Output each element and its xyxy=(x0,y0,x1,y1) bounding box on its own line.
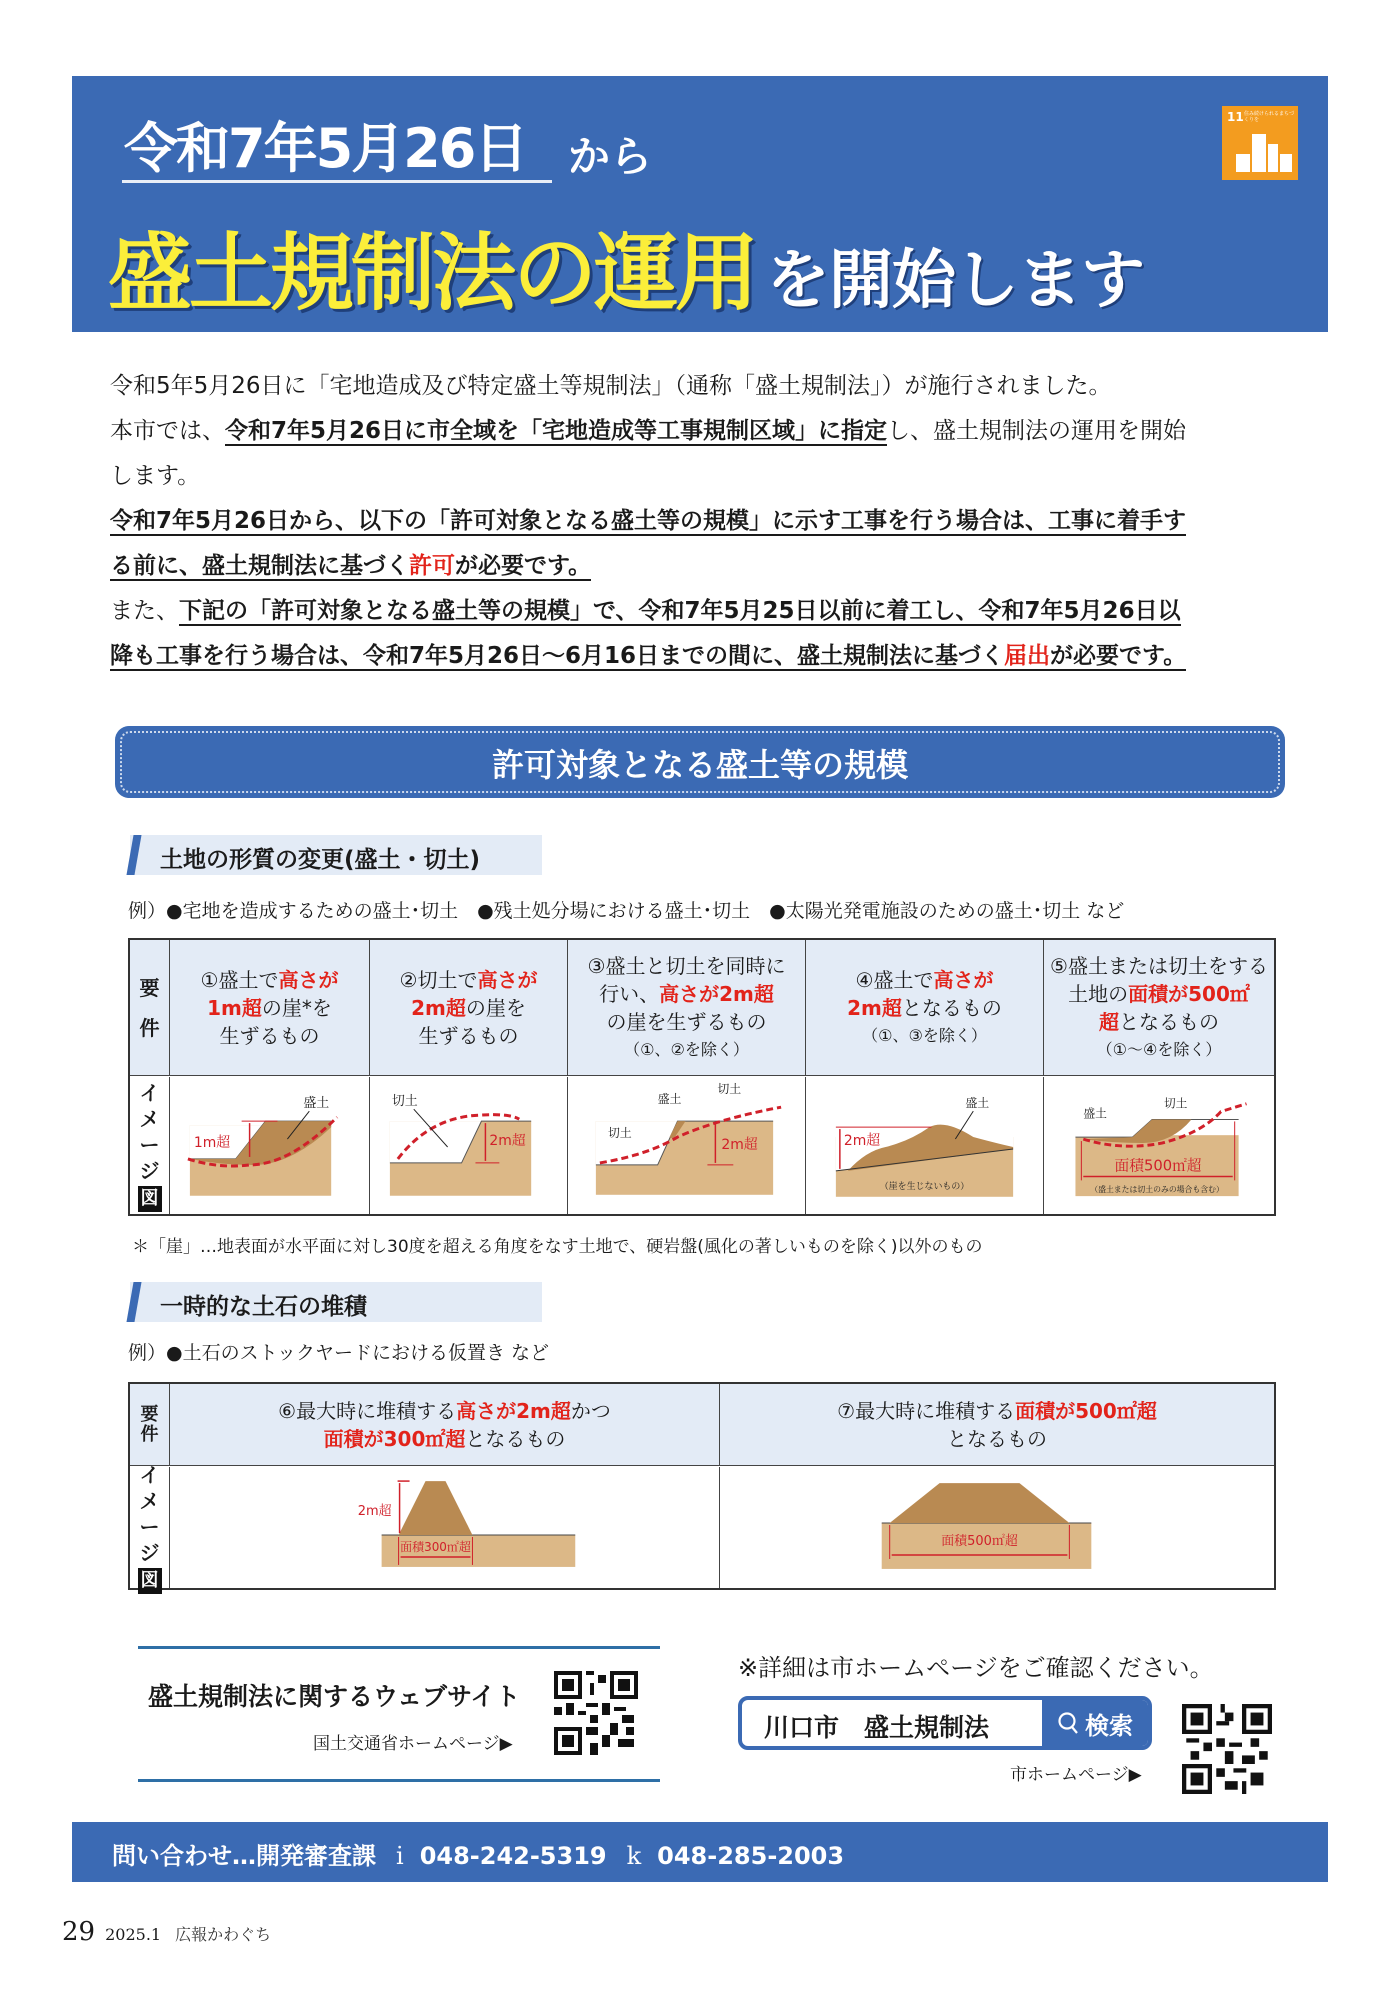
requirement-cell-4: ④盛土で高さが 2m超となるもの （①、③を除く） xyxy=(806,940,1044,1075)
image-row xyxy=(130,1077,1274,1214)
image-label: イ メ ー ジ 図 xyxy=(130,1077,170,1214)
svg-text:切土: 切土 xyxy=(717,1082,742,1097)
svg-text:盛土: 盛土 xyxy=(303,1096,330,1112)
fax-icon: k xyxy=(626,1842,642,1870)
search-icon xyxy=(1057,1711,1079,1735)
requirement-cell-7: ⑦最大時に堆積する面積が500㎡超 となるもの xyxy=(837,1398,1157,1451)
diagram-cell-4 xyxy=(806,1077,1044,1214)
stockpile-500-diagram xyxy=(720,1467,1274,1588)
date-underline xyxy=(122,180,552,183)
svg-text:2m超: 2m超 xyxy=(721,1136,758,1153)
diagram-cell-1 xyxy=(170,1077,370,1214)
svg-text:（崖を生じないもの）: （崖を生じないもの） xyxy=(879,1181,970,1192)
section-title: 許可対象となる盛土等の規模 xyxy=(491,746,908,784)
svg-text:面積500㎡超: 面積500㎡超 xyxy=(941,1533,1018,1549)
intro-line: また、下記の「許可対象となる盛土等の規模」で、令和7年5月25日以前に着工し、令和7年5月26日以 xyxy=(110,598,1181,624)
title-highlight: 盛土規制法の運用 xyxy=(108,224,757,322)
fill-1m-cliff-diagram xyxy=(170,1077,369,1214)
svg-text:切土: 切土 xyxy=(391,1094,418,1110)
website-title: 盛土規制法に関するウェブサイト xyxy=(148,1682,521,1711)
issue-date: 2025.1 xyxy=(105,1925,162,1944)
svg-text:2m超: 2m超 xyxy=(843,1133,881,1150)
section-heading xyxy=(115,726,1285,798)
requirement-cell-3: ③盛土と切土を同時に 行い、高さが2m超 の崖を生ずるもの （①、②を除く） xyxy=(568,940,806,1075)
requirement-cell-1: ①盛土で高さが 1m超の崖*を 生ずるもの xyxy=(170,940,370,1075)
area-500-diagram xyxy=(1044,1077,1274,1214)
page-title xyxy=(108,206,1144,327)
start-date: 令和7年5月26日 xyxy=(124,117,527,180)
building-icon xyxy=(1252,134,1266,172)
subheading-temp-storage: 一時的な土石の堆積 xyxy=(130,1282,542,1322)
intro-line: る前に、盛土規制法に基づく許可が必要です。 xyxy=(110,553,592,579)
diagram-cell-5 xyxy=(1044,1077,1274,1214)
phone-icon: i xyxy=(396,1842,404,1870)
svg-text:2m超: 2m超 xyxy=(489,1133,526,1150)
mlit-website-box xyxy=(138,1646,660,1782)
diagram-cell-3 xyxy=(568,1077,806,1214)
svg-text:2m超: 2m超 xyxy=(357,1504,392,1520)
sdg-11-badge-icon xyxy=(1222,106,1298,180)
intro-text xyxy=(110,364,1320,679)
requirement-cell-5: ⑤盛土または切土をする 土地の面積が500㎡ 超となるもの （①～④を除く） xyxy=(1050,953,1268,1059)
requirement-label: 要 件 xyxy=(130,1384,170,1465)
phone-number[interactable]: 048-242-5319 xyxy=(419,1842,607,1870)
qr-code-icon[interactable] xyxy=(1182,1704,1272,1794)
sdg-number: 11 xyxy=(1227,110,1244,124)
svg-text:切土: 切土 xyxy=(607,1126,632,1141)
svg-text:盛土: 盛土 xyxy=(657,1092,682,1107)
svg-text:盛土: 盛土 xyxy=(1083,1106,1107,1121)
fill-no-cliff-diagram xyxy=(806,1077,1043,1214)
search-query[interactable]: 川口市 盛土規制法 xyxy=(764,1713,990,1742)
building-icon xyxy=(1268,144,1278,172)
title-rest: を開始します xyxy=(766,244,1145,318)
sdg-text: 住み続けられるまちづくりを xyxy=(1244,111,1294,123)
requirement-row xyxy=(130,1384,1274,1466)
qr-code-icon[interactable] xyxy=(554,1671,638,1755)
intro-line: 本市では、令和7年5月26日に市全域を「宅地造成等工事規制区域」に指定し、盛土規制法の運用を開始 xyxy=(110,418,1187,444)
search-button[interactable]: 検索 xyxy=(1042,1700,1148,1746)
accent-bar xyxy=(126,835,141,875)
requirement-cell-2: ②切土で高さが 2m超の崖を 生ずるもの xyxy=(370,940,568,1075)
svg-text:盛土: 盛土 xyxy=(965,1096,990,1111)
date-suffix: から xyxy=(568,132,653,181)
detail-note: ※詳細は市ホームページをご確認ください。 xyxy=(738,1654,1214,1682)
page-number: 29 xyxy=(62,1917,96,1947)
intro-line: 降も工事を行う場合は、令和7年5月26日～6月16日までの間に、盛土規制法に基づく届出が必要です。 xyxy=(110,643,1187,669)
land-change-table xyxy=(128,938,1276,1216)
city-homepage-link[interactable]: 市ホームページ▶ xyxy=(1010,1765,1142,1785)
contact-label: 問い合わせ…開発審査課 xyxy=(112,1842,376,1870)
building-icon xyxy=(1280,154,1292,172)
land-change-examples: 例）●宅地を造成するための盛土･切土 ●残土処分場における盛土･切土 ●太陽光発電施設のための盛土･切土 など xyxy=(128,900,1125,922)
contact-bar xyxy=(72,1822,1328,1882)
intro-line: します。 xyxy=(110,463,201,489)
requirement-cell-6: ⑥最大時に堆積する高さが2m超かつ 面積が300㎡超となるもの xyxy=(170,1384,720,1465)
svg-text:面積500㎡超: 面積500㎡超 xyxy=(1114,1157,1202,1175)
cut-2m-cliff-diagram xyxy=(370,1077,567,1214)
city-search-box[interactable] xyxy=(738,1696,1152,1750)
header-banner xyxy=(72,76,1328,332)
subheading-land-change: 土地の形質の変更(盛土・切土) xyxy=(130,835,542,875)
cliff-footnote: ＊「崖」…地表面が水平面に対し30度を超える角度をなす土地で、硬岩盤(風化の著しいものを除く)以外のもの xyxy=(132,1237,983,1257)
diagram-cell-2 xyxy=(370,1077,568,1214)
svg-text:面積300㎡超: 面積300㎡超 xyxy=(400,1539,471,1554)
house-icon xyxy=(1236,154,1250,172)
diagram-cell-7 xyxy=(720,1467,1274,1588)
svg-text:1m超: 1m超 xyxy=(193,1134,231,1151)
image-row xyxy=(130,1462,1274,1591)
requirement-row xyxy=(130,940,1274,1076)
image-label: イ メ ー ジ 図 xyxy=(130,1467,170,1588)
temp-storage-table xyxy=(128,1382,1276,1590)
intro-line: 令和5年5月26日に「宅地造成及び特定盛土等規制法」（通称「盛土規制法」）が施行されました。 xyxy=(110,373,1112,399)
fill-and-cut-diagram xyxy=(568,1077,805,1214)
temp-storage-examples: 例）●土石のストックヤードにおける仮置き など xyxy=(128,1342,550,1364)
stockpile-2m-diagram xyxy=(170,1467,719,1588)
intro-line: 令和7年5月26日から、以下の「許可対象となる盛土等の規模」に示す工事を行う場合は、工事に着手す xyxy=(110,508,1187,534)
diagram-cell-6 xyxy=(170,1467,720,1588)
page-folio xyxy=(62,1917,271,1947)
svg-text:切土: 切土 xyxy=(1163,1096,1188,1111)
fax-number: 048-285-2003 xyxy=(657,1842,845,1870)
requirement-label: 要 件 xyxy=(130,940,170,1075)
svg-text:（盛土または切土のみの場合も含む）: （盛土または切土のみの場合も含む） xyxy=(1090,1185,1224,1195)
magazine-name: 広報かわぐち xyxy=(175,1925,272,1944)
accent-bar xyxy=(126,1282,141,1322)
mlit-homepage-link[interactable]: 国土交通省ホームページ▶ xyxy=(313,1734,513,1754)
